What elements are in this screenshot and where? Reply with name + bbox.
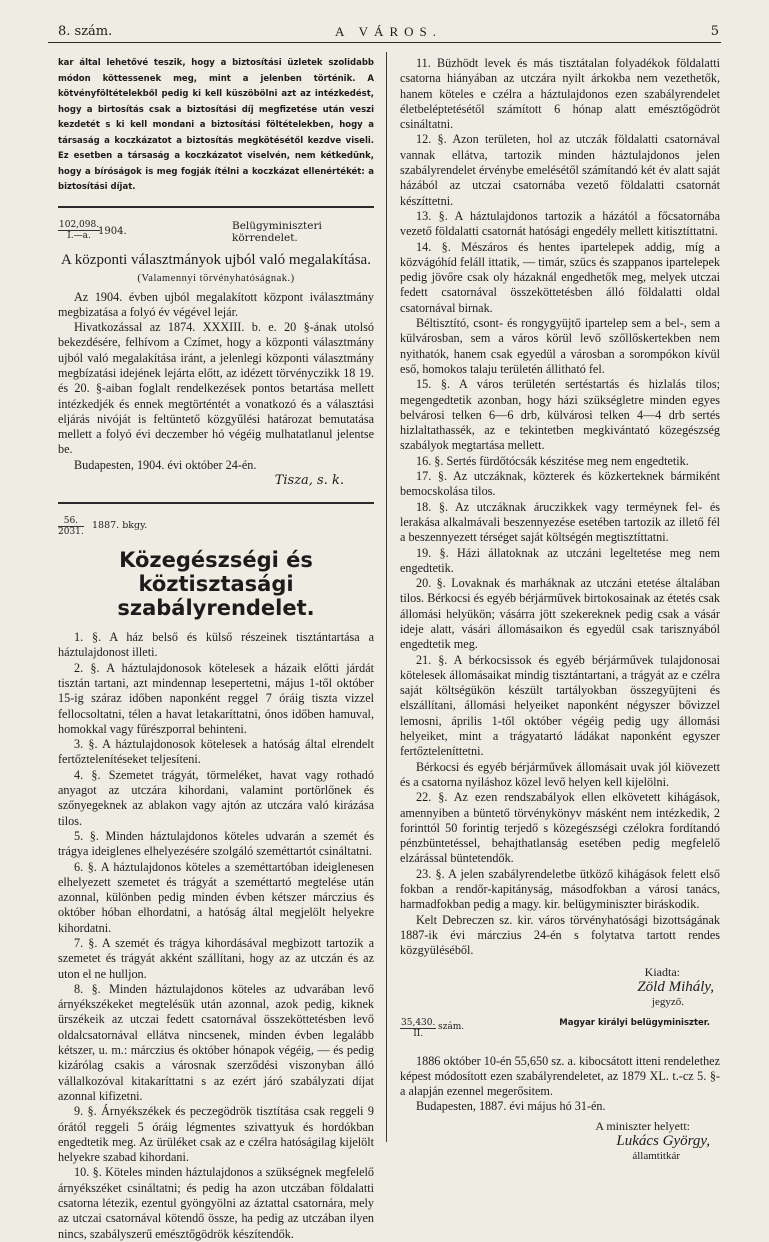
page-header xyxy=(58,22,719,40)
reference-2-text: 1887. bkgy. xyxy=(92,520,148,532)
minister-role: államtitkár xyxy=(632,1149,680,1162)
paragraph: Budapesten, 1904. évi október 24-én. xyxy=(74,457,257,472)
page-number: 5 xyxy=(710,24,719,39)
paragraph: 20. §. Lovaknak és marháknak az utczáni etetése általában tilos. Bérkocsi és egyéb bérjárművek birtokosainak az étetés csak állomási helyükön; vásárra jött szekereknek pedig csak a vásár ideje alatt, vásári állomásaikon és egyedül csak tarisznyából engedtetik meg. xyxy=(400,576,720,652)
paragraph: 21. §. A bérkocsissok és egyéb bérjárművek tulajdonosai kötelesek állomásaikat mindig tisztántartani, a trágyát az e czélra saját költségükön készült tartályokban összegyüjteni és elszállítani, állomási helyeiket naponként négyszer bővizzel lemosni, április 1-től október végéig pedig ugy állomási helyeiket, mint a trágyatartó ládákat naponként egyszer fertőzteleníttetni. xyxy=(400,652,720,759)
intro-paragraph: kar által lehetővé teszik, hogy a biztosítási üzletek szolidabb módon köttessenek meg, mint a jelenben történik. A kötvényföltételekből pedig ki kell küszöbölni azt az intézkedést, hogy a birtosítás csak a biztosítási díj megfizetése után veszi kezdetét s ki kell mondani a biztosítási föltételekben, hogy a társaság a koczkázatot a biztosítás megkötésétől kezdve viseli. Ez esetben a társaság a koczkázatot viselvén, nem kétkedünk, hogy a bíróságok is meg fogják ítélni a koczkázat ellenértékét: a biztosítási díjat. xyxy=(58,58,374,192)
paragraph: 6. §. A háztulajdonos köteles a szeméttartóban ideiglenesen elhelyezett szemetet és trágyát a szeméttartó megtelése után azonnal, különben pedig minden évben kétszer márczius és október hóban elhordatni, a hatóság által megjelölt helyekre kihordatni. xyxy=(58,859,374,935)
reference-2-number: $\frac{56.}{2031.}$ xyxy=(58,516,84,538)
paragraph: 23. §. A jelen szabályrendeletbe ütköző kihágások felett első fokban a rendőr-kapitányság, másodfokban a városi tanács, harmadfokban pedig a magy. kir. belügyminiszter biráskodik. xyxy=(400,866,720,912)
header-rule xyxy=(48,42,721,43)
paragraph: 15. §. A város területén sertéstartás és hizlalás tilos; megengedtetik azonban, hogy házi szükségletre minden egyes belvárosi telken 6—6 drb, külvárosi telken 4—4 drb sertés hizlaltathassék, az e tekintetben megkivántató közegészség szabályok megtartása mellett. xyxy=(400,377,720,453)
section-title-2: Közegészségi és köztisztasági szabályrendelet. xyxy=(117,548,315,621)
reference-3 xyxy=(400,1018,720,1048)
paragraph: Hivatkozással az 1874. XXXIII. b. e. 20 §-ának utolsó bekezdésére, felhívom a Czímet, hogy a központi választmány ujból való megalakítása iránt, a jelenlegi központi választmány megbízatási idejének lejárta előtt, az idézett törvényczikk 18 19. és 20. §-aiban foglalt rendelkezések pontos betartása mellett intézkedjék és ennek megtörténtét a vonatkozó és a választási eljárás nivóját is feltüntető közgyűlési határozat bemutatása mellett a folyó évi deczember hó végéig mulhatatlanul jelentse be. xyxy=(58,320,374,457)
journal-title: A VÁROS. xyxy=(334,24,442,39)
reference-1-title: Belügyminiszteri körrendelet. xyxy=(232,219,322,244)
issue-number: 8. szám. xyxy=(58,24,113,39)
paragraph: 11. Büzhödt levek és más tisztátalan folyadékok földalatti csatorna hiányában az utczára nyilt árkokba nem vezethetők, hanem köteles e czélra a háztulajdonos ezen szabályrendelet életbeléptetésétől számított 6 hónap alatt emésztőgödröt csináltatni. xyxy=(400,56,720,132)
minister-for: A miniszter helyett: xyxy=(595,1118,690,1133)
paragraph: 2. §. A háztulajdonosok kötelesek a házaik előtti járdát tisztán tartani, azt mindennap lesepertetni, május 1-től október 15-ig száraz időben naponként reggel 7 óráig tiszta vizzel fellocsoltatni, télen a havat letakaríttatni, ónos időben hamuval, homokkal vagy fűrészporral behinteni. xyxy=(58,660,374,736)
paragraph: Budapesten, 1887. évi május hó 31-én. xyxy=(416,1099,606,1114)
issuer-block xyxy=(400,965,720,1010)
paragraph: 1886 október 10-én 55,650 sz. a. kibocsátott itteni rendelethez képest módosított ezen szabályrendeletet, az 1879 XL. t.-cz 5. §-a alapján ezennel megerősitem. xyxy=(400,1053,720,1099)
reference-3-label: Magyar királyi belügyminiszter. xyxy=(559,1017,710,1028)
section-subtitle-1: (Valamennyi törvényhatóságnak.) xyxy=(137,272,295,284)
paragraph: 10. §. Köteles minden háztulajdonos a szükségnek megfelelő árnyékszéket csináltatni; és pedig ha azon utczában földalatti csatorna létezik, ezentul gyöngyölni az áztattal csatornára, mely az utczai csatornával kötendő össze, ha pedig az utczában ilyen nincs, szabályszerű emésztőgödrök készítendők. xyxy=(58,1165,374,1241)
paragraph: 12. §. Azon területen, hol az utczák földalatti csatornával vannak ellátva, tartozik minden háztulajdonos jelen szabályrendelet érvénybe emelésétől számítandó két év alatt saját házából az utczai csatornába vezető földalatti csatornát készíttetni. xyxy=(400,132,720,208)
reference-2 xyxy=(58,516,374,542)
paragraph: Béltisztító, csont- és rongygyüjtő ipartelep sem a bel-, sem a külvárosban, sem a város körül levő szőllőskertekben nem nyithatók, hanem csak egyedül a városban a sorompókon kívül eső, homokos talaju területén állitható fel. xyxy=(400,316,720,376)
section-rule-1 xyxy=(58,206,374,208)
paragraph: 22. §. Az ezen rendszabályok ellen elkövetett kihágások, amennyiben a büntető törvénykönyv másként nem intézkedik, 2 forinttól 50 forintig terjedő s közegészségi czélokra fordítandó pénzbüntetéssel, behajthatlanság esetében pedig megfelelő elzárással büntetendők. xyxy=(400,790,720,866)
minister-name: Lukács György, xyxy=(616,1132,710,1149)
column-divider xyxy=(386,52,387,1142)
issuer-role: jegyző. xyxy=(651,995,684,1008)
signature-1: Tisza, s. k. xyxy=(274,473,344,489)
reference-1-number: $\frac{102,098.}{I.—a.}$ xyxy=(59,219,100,241)
right-column xyxy=(400,56,720,1164)
paragraph: 4. §. Szemetet trágyát, törmeléket, havat vagy rothadó anyagot az utczára kihordani, valamint portörlőnek és szőnyegeknek az ablakon vagy ajtón az utczára való kirázása tilos. xyxy=(58,767,374,828)
section-rule-2 xyxy=(58,502,374,504)
paragraph: 13. §. A háztulajdonos tartozik a házától a főcsatornába vezető földalatti csatornát hatósági engedély mellett kitisztíttatni. xyxy=(400,208,720,239)
issuer-name: Zöld Mihály, xyxy=(637,978,714,995)
paragraph: 9. §. Árnyékszékek és peczegödrök tisztítása csak reggeli 9 órától reggeli 5 óráig légmentes szivattyuk és hordókban engedtetik meg. Az ürüléket csak az e czélra hatóságilag kijelölt helyekre szabad kihordani. xyxy=(58,1104,374,1165)
reference-1-year: 1904. xyxy=(98,225,127,237)
reference-1 xyxy=(58,220,374,246)
paragraph: 3. §. A háztulajdonosok kötelesek a hatóság által elrendelt fertőztelenítéseket teljesíteni. xyxy=(58,737,374,767)
paragraph: Az 1904. évben ujból megalakított központ iválasztmány megbizatása a folyó év végével lejár. xyxy=(58,289,374,319)
reference-3-text: szám. xyxy=(438,1021,465,1032)
paragraph: 5. §. Minden háztulajdonos köteles udvarán a szemét és trágya ideiglenes elhelyezésére szolgáló szeméttartót csináltatni. xyxy=(58,828,374,859)
paragraph: 17. §. Az utczáknak, közterek és közkerteknek bármiként bemocskolása tilos. xyxy=(400,469,720,499)
paragraph: 14. §. Mészáros és hentes ipartelepek addig, míg a közvágóhíd feláll ittatik, — timár, szücs és szappanos ipartelepek pedig jövőre csak oly házaknál engedhetők meg, melyek utczai fedett csatornával összeköttetésben álló földalatti oldal csatornával birnak. xyxy=(400,239,720,315)
section-title-1: A központi választmányok ujból való megalakítása. xyxy=(61,251,371,268)
paragraph: 8. §. Minden háztulajdonos köteles az udvarában levő árnyékszékeket megtelésük után azonnal, azok pedig, kiknek ürszékeik az utczai fedett csatornával összeköttetésben levő oldalcsatornával ellátva nincsenek, minden évben legalább kétszer, u. m.: márczius és október hónapok végéig, — és pedig kizárólag csakis a városnak szerződési viszonyban álló vállalkozóval kitakaríttatni s az ezért járó szabályzati díjat azonnal kifizetni. xyxy=(58,981,374,1103)
paragraph: 18. §. Az utczáknak áruczikkek vagy terméynek fel- és lerakása alkalmávali beszennyezése esetében tartozik az illető fél a beszennyezett térséget saját költségén megtisztíttatni. xyxy=(400,499,720,545)
paragraph: Bérkocsi és egyéb bérjárművek állomásait uvak jól kiövezett és a csatorna nyiláshoz közel levő helyen kell kijelölni. xyxy=(400,759,720,789)
paragraph: 19. §. Házi állatoknak az utczáni legeltetése meg nem engedtetik. xyxy=(400,545,720,575)
paragraph: 16. §. Sertés fürdőtócsák készitése meg nem engedtetik. xyxy=(416,453,689,468)
minister-block xyxy=(400,1119,720,1164)
paragraph: 7. §. A szemét és trágya kihordásával megbizott tartozik a szemetet és trágyát akként szállítani, hogy az az utczán és az uton el ne hulljon. xyxy=(58,936,374,981)
left-column xyxy=(58,56,374,1242)
reference-3-number: $\frac{35,430.}{II.}$ xyxy=(401,1017,436,1039)
paragraph: 1. §. A ház belső és külső részeinek tisztántartása a háztulajdonost illeti. xyxy=(58,630,374,660)
issuer-label: Kiadta: xyxy=(644,964,680,979)
paragraph: Kelt Debreczen sz. kir. város törvényhatósági bizottságának 1887-ik évi márczius 24-én s folytatva tartott rendes közgyüléséből. xyxy=(400,912,720,958)
